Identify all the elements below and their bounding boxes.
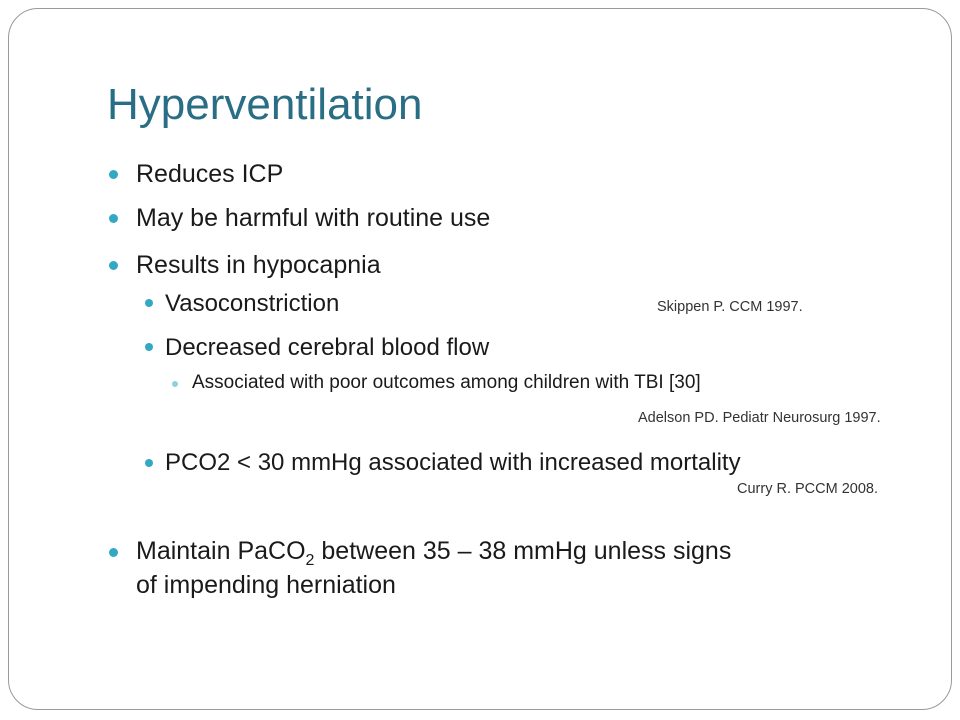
bullet-reduces-icp: Reduces ICP xyxy=(136,160,284,188)
bullet-dot xyxy=(109,548,118,557)
bullet-dot xyxy=(172,381,178,387)
bullet-pco2-mortality: PCO2 < 30 mmHg associated with increased mortality xyxy=(165,449,741,476)
bullet-dot xyxy=(145,459,153,467)
citation-curry: Curry R. PCCM 2008. xyxy=(737,481,879,497)
bullet-dot xyxy=(109,170,118,179)
bullet-poor-outcomes: Associated with poor outcomes among children with TBI [30] xyxy=(192,372,701,393)
citation-adelson: Adelson PD. Pediatr Neurosurg 1997. xyxy=(638,410,881,426)
bullet-dot xyxy=(145,343,153,351)
bullet-vasoconstriction: Vasoconstriction xyxy=(165,290,340,317)
subscript-2: 2 xyxy=(305,552,315,569)
bullet-maintain-text-end: between 35 – 38 mmHg unless signs xyxy=(314,537,732,565)
bullet-dot xyxy=(109,261,118,270)
bullet-dot xyxy=(109,214,118,223)
bullet-maintain-paco2 xyxy=(136,537,732,569)
bullet-hypocapnia: Results in hypocapnia xyxy=(136,251,381,279)
bullet-dot xyxy=(145,299,153,307)
bullet-maintain-text-start: Maintain PaCO xyxy=(136,537,306,565)
bullet-maintain-line2: of impending herniation xyxy=(136,571,396,599)
slide-title: Hyperventilation xyxy=(107,80,423,129)
citation-skippen: Skippen P. CCM 1997. xyxy=(657,299,803,315)
bullet-decreased-cbf: Decreased cerebral blood flow xyxy=(165,334,490,361)
bullet-harmful-routine-use: May be harmful with routine use xyxy=(136,204,491,232)
